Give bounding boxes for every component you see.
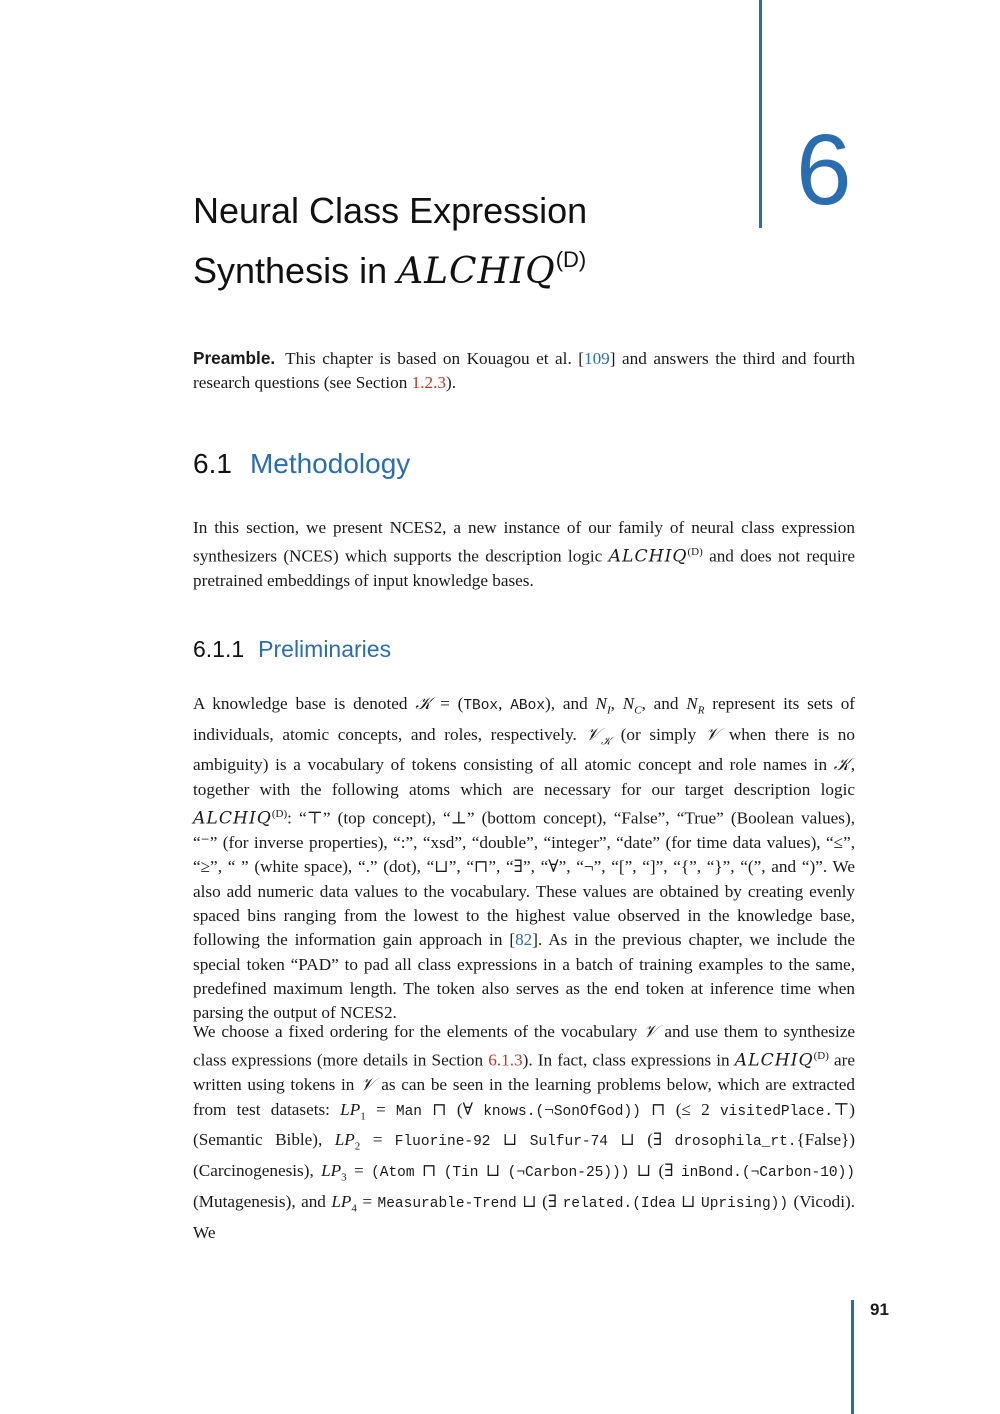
subsection-heading xyxy=(193,636,391,663)
preamble-text: ] and answers the third and fourth research questions (see Section xyxy=(193,349,855,393)
code-token: knows.( xyxy=(483,1103,545,1120)
paragraph-text: , and xyxy=(641,694,687,713)
code-token: (¬Carbon-25))) xyxy=(507,1165,630,1182)
math-subscript: I xyxy=(606,704,611,717)
section-paragraph xyxy=(193,516,855,594)
code-token: Sulfur-74 xyxy=(529,1134,609,1151)
math-subscript: 𝒦 xyxy=(600,734,613,748)
code-token: visitedPlace. xyxy=(719,1103,834,1120)
learning-problem-label: LP xyxy=(321,1161,342,1181)
citation-link[interactable]: 109 xyxy=(583,349,610,368)
code-token: TBox xyxy=(463,698,499,714)
math-subscript: 2 xyxy=(354,1140,361,1153)
paragraph-text: : “⊤” (top concept), “⊥” (bottom concept), “False”, “True” (Boolean values), “⁻” (for inverse properties), “:”, “xsd”, “double”, “integer”, “date” (for time data values), “≤”, “≥”, “ ” (white space), “.” (dot), “⊔”, “⊓”, “∃”, “∀”, “¬”, “[”, “]”, “{”, “}”, “(”, and “)”. We also add numeric data values to the vocabulary. These values are obtained by creating evenly spaced bins ranging from the lowest to the highest value observed in the knowledge base, following the information gain approach in [ xyxy=(193,808,855,950)
math-symbol: 𝒦 xyxy=(833,755,851,776)
code-token: ABox xyxy=(510,698,546,714)
paragraph-text: (Semantic Bible), xyxy=(193,1130,335,1150)
paragraph-text: = xyxy=(360,1130,395,1150)
math-symbol: 𝒱 xyxy=(585,724,601,745)
paragraph-text: ). In fact, class expressions in xyxy=(522,1051,735,1071)
paragraph-text: , xyxy=(610,694,623,713)
math-subscript: C xyxy=(634,704,642,717)
code-token: (Atom xyxy=(371,1165,415,1182)
math-subscript: 3 xyxy=(341,1171,347,1184)
paragraph-text: (Carcinogenesis), xyxy=(193,1161,322,1181)
citation-link[interactable]: 82 xyxy=(515,930,533,950)
paragraph-text: = xyxy=(365,1099,396,1119)
logic-sup: (D) xyxy=(813,1050,829,1063)
math-operator: ⊔ (∃ xyxy=(516,1191,563,1211)
preamble-label: Preamble. xyxy=(193,348,276,368)
paragraph-text: = xyxy=(346,1161,372,1181)
paragraph-text: and use them to synthesize class expressions (more details in Section xyxy=(193,1022,855,1071)
math-operator: ⊔ xyxy=(675,1191,702,1211)
paragraph-text: are written using tokens in xyxy=(193,1051,856,1095)
math-symbol: 𝒦 xyxy=(415,694,433,714)
section-title: Methodology xyxy=(249,448,411,479)
code-token: (Tin xyxy=(443,1165,479,1182)
math-symbol: 𝒱 xyxy=(704,724,721,745)
learning-problem-label: LP xyxy=(340,1099,361,1119)
preamble-text: ). xyxy=(445,373,456,393)
chapter-title xyxy=(193,186,587,296)
math-operator: ⊔ xyxy=(478,1161,508,1181)
math-symbol: N xyxy=(622,694,635,713)
code-token: related.(Idea xyxy=(562,1195,676,1212)
paragraph-text: as can be seen in the learning problems below, which are extracted from test datasets: xyxy=(193,1075,855,1119)
paragraph-text: = ( xyxy=(432,694,464,713)
chapter-title-logic: ALCHIQ xyxy=(397,251,556,292)
math-operator: ⊤) xyxy=(833,1099,855,1119)
code-token: inBond.(¬Carbon-10)) xyxy=(680,1165,855,1182)
code-token: Measurable-Trend xyxy=(377,1195,517,1212)
section-link[interactable]: 1.2.3 xyxy=(411,373,446,393)
paragraph-text: when there is no ambiguity) is a vocabulary of tokens consisting of all atomic concept and role names in xyxy=(193,724,855,775)
math-symbol: 𝒱 xyxy=(643,1022,659,1042)
section-heading xyxy=(193,448,410,480)
code-token: SonOfGod)) xyxy=(553,1103,641,1120)
paragraph-text: (Vicodi). We xyxy=(193,1191,855,1242)
paragraph-text: ), and xyxy=(545,694,596,713)
chapter-title-logic-sup: (D) xyxy=(555,247,587,272)
chapter-rule xyxy=(759,0,762,228)
math-subscript: R xyxy=(697,704,705,717)
chapter-number: 6 xyxy=(796,114,852,226)
math-symbol: N xyxy=(595,694,607,713)
logic-sup: (D) xyxy=(271,808,288,821)
code-token: Fluorine-92 xyxy=(394,1134,491,1151)
learning-problem-label: LP xyxy=(331,1191,352,1211)
math-operator: {False}) xyxy=(796,1130,855,1150)
paragraph-text: In this section, we present NCES2, a new instance of our family of neural class expression synthesizers (NCES) which supports the description logic xyxy=(193,518,855,567)
section-link[interactable]: 6.1.3 xyxy=(488,1051,523,1071)
paragraph-text: (or simply xyxy=(612,724,705,744)
preamble-text: This chapter is based on Kouagou et al. [ xyxy=(285,349,584,368)
page-number-rule xyxy=(851,1300,854,1414)
subsection-number: 6.1.1 xyxy=(193,636,245,662)
math-operator: ⊓ (∀ xyxy=(422,1099,484,1119)
logic-sup: (D) xyxy=(687,546,703,559)
math-symbol: 𝒱 xyxy=(360,1075,376,1096)
math-operator: ¬ xyxy=(544,1099,554,1119)
code-token: drosophila_rt. xyxy=(674,1134,797,1151)
paragraph-text: , xyxy=(498,694,511,713)
code-token: Man xyxy=(395,1103,423,1120)
chapter-title-line2: Synthesis in xyxy=(193,250,398,291)
paragraph-text: represent its sets of individuals, atomic concepts, and roles, respectively. xyxy=(193,694,856,744)
math-operator: ⊓ xyxy=(414,1161,444,1181)
math-subscript: 4 xyxy=(351,1202,357,1215)
subsection-title: Preliminaries xyxy=(258,636,392,662)
paragraph-text: ]. As in the previous chapter, we include the special token “PAD” to pad all class expressions in a batch of training examples to the same, predefined maximum length. The token also serves as the end token at inference time when parsing the output of NCES2. xyxy=(193,930,855,1023)
paragraph-text: (Mutagenesis), and xyxy=(193,1191,332,1211)
section-number: 6.1 xyxy=(193,448,232,479)
logic-name: ALCHIQ xyxy=(193,808,272,829)
math-operator: ⊓ (≤ 2 xyxy=(640,1099,720,1119)
paragraph-preliminaries-2 xyxy=(193,1020,855,1245)
paragraph-text: , together with the following atoms which are necessary for our target description logic xyxy=(193,755,855,799)
paragraph-text: A knowledge base is denoted xyxy=(193,694,416,713)
preamble xyxy=(193,346,855,396)
learning-problem-label: LP xyxy=(334,1130,355,1150)
math-operator: ⊔ xyxy=(490,1130,530,1150)
paragraph-text: We choose a fixed ordering for the elements of the vocabulary xyxy=(193,1022,644,1041)
chapter-title-line1: Neural Class Expression xyxy=(193,190,588,231)
logic-name: ALCHIQ xyxy=(608,547,688,568)
math-operator: ⊔ (∃ xyxy=(608,1130,675,1150)
math-subscript: 1 xyxy=(360,1110,366,1123)
logic-name: ALCHIQ xyxy=(734,1051,814,1072)
math-symbol: N xyxy=(686,694,698,713)
math-operator: ⊔ (∃ xyxy=(629,1161,681,1181)
code-token: Uprising)) xyxy=(701,1195,789,1212)
page-number: 91 xyxy=(870,1300,889,1319)
paragraph-text: and does not require pretrained embeddings of input knowledge bases. xyxy=(193,547,855,591)
paragraph-preliminaries-1 xyxy=(193,692,855,1025)
paragraph-text: = xyxy=(356,1191,378,1211)
